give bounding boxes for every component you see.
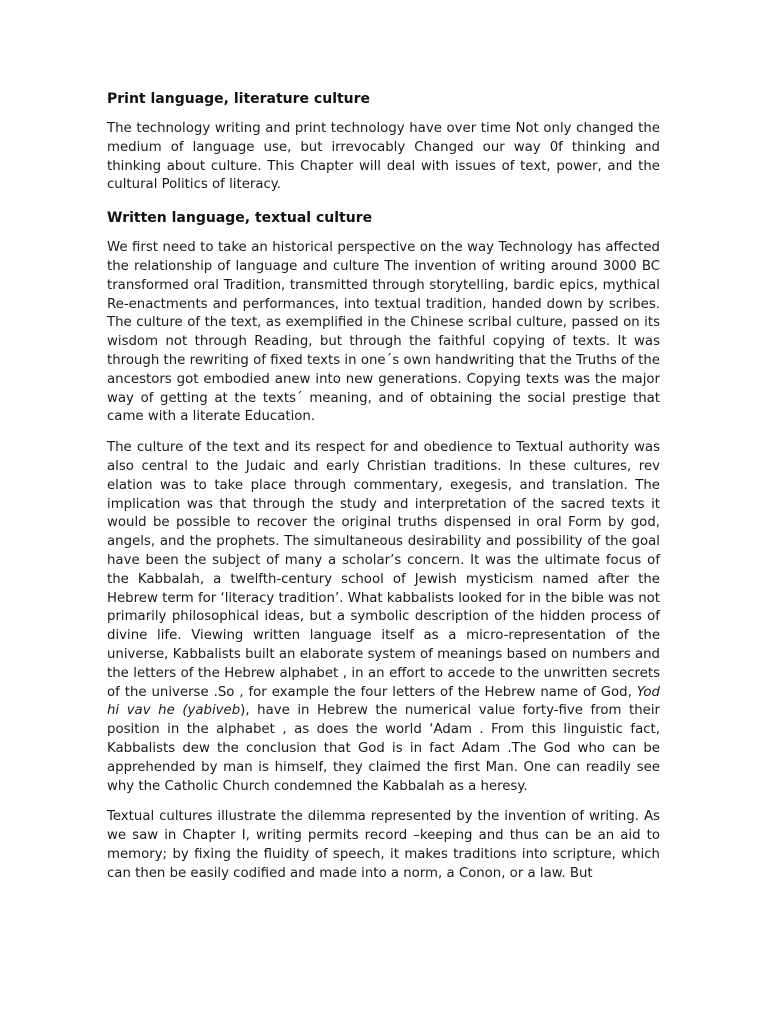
kabbalah-italic-name: Yod hi vav he (yabiveb — [107, 684, 660, 719]
kabbalah-text-part1: The culture of the text and its respect for and obedience to Textual authority was also central to the Judaic and early Christian traditions. In these cultures, rev elation was to take place through commentary, exegesis, and translation. The implication was that through the study and interpretation of the sacred texts it would be possible to recover the original truths dispensed in oral Form by god, angels, and the prophets. The simultaneous desirability and possibility of the goal have been the subject of many a scholar’s concern. It was the ultimate focus of the Kabbalah, a twelfth-century school of Jewish mysticism named after the Hebrew term for ‘literacy tradition’. What kabbalists looked for in the bible was not primarily philosophical ideas, but a symbolic description of the hidden process of divine life. Viewing written language itself as a micro-representation of the universe, Kabbalists built an elaborate system of meanings based on numbers and the letters of the Hebrew alphabet , in an effort to accede to the unwritten secrets of the universe .So , for example the four letters of the Hebrew name of God, — [107, 440, 660, 700]
paragraph-kabbalah — [107, 439, 660, 796]
section-heading-written-language: Written language, textual culture — [107, 210, 373, 227]
kabbalah-text-part2: ), have in Hebrew the numerical value forty-five from their position in the alphabet , as does the world ‘Adam . From this linguistic fact, Kabbalists dew the conclusion that God is in fact Adam .The God who can be apprehended by man is himself, they claimed the first Man. One can readily see why the Catholic Church condemned the Kabbalah as a heresy. — [107, 703, 660, 794]
paragraph-textual-cultures: Textual cultures illustrate the dilemma represented by the invention of writing. As we saw in Chapter I, writing permits record –keeping and thus can be an aid to memory; by fixing the fluidity of speech, it makes traditions into scripture, which can then be easily codified and made into a norm, a Conon, or a law. But — [107, 809, 660, 881]
intro-paragraph: The technology writing and print technology have over time Not only changed the medium of language use, but irrevocably Changed our way 0f thinking and thinking about culture. This Chapter will deal with issues of text, power, and the cultural Politics of literacy. — [107, 121, 660, 193]
document-page — [107, 88, 660, 883]
paragraph-historical-perspective: We first need to take an historical perspective on the way Technology has affected the relationship of language and culture The invention of writing around 3000 BC transformed oral Tradition, transmitted through storytelling, bardic epics, mythical Re-enactments and performances, into textual tradition, handed down by scribes. The culture of the text, as exemplified in the Chinese scribal culture, passed on its wisdom not through Reading, but through the faithful copying of texts. It was through the rewriting of fixed texts in one´s own handwriting that the Truths of the ancestors got embodied anew into new generations. Copying texts was the major way of getting at the texts´ meaning, and of obtaining the social prestige that came with a literate Education. — [107, 240, 660, 425]
section-heading-print-language: Print language, literature culture — [107, 91, 371, 107]
